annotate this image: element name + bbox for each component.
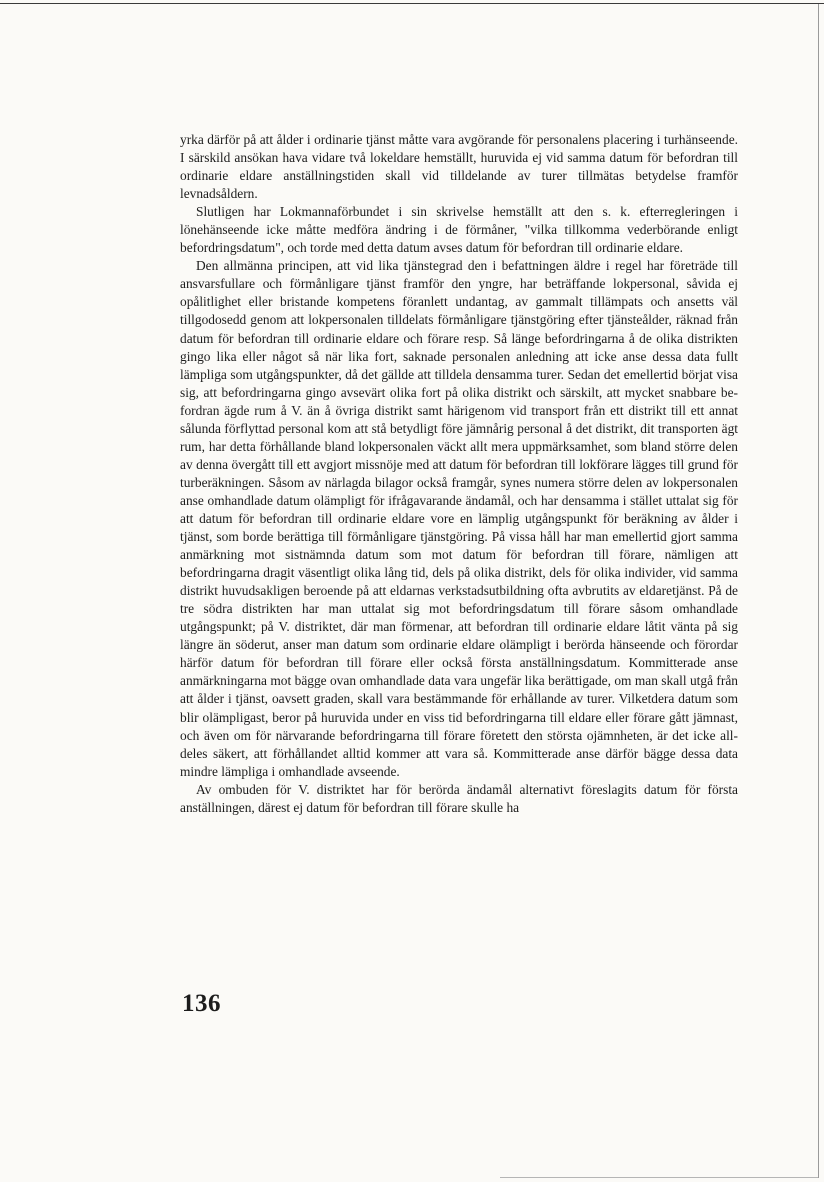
paragraph-allmanna-principen: Den allmänna principen, att vid lika tjänstegrad den i befattningen äldre i regel har företräde till ansvarsfullare och förmånligare tjänst framför den yngre, har beträffande lokpersonal, såvida ej opålitlighet eller bristande kompetens föranlett undantag, av gammalt tillämpats och ansetts väl tillgodosedd genom att lokpersonalen tilldelats förmånligare tjänstgöring efter tjänsteålder, räknad från datum för befordran till ordinarie eldare och förare resp. Så länge befordringarna å de olika distrikten gingo lika eller något så när lika fort, saknade personalen anledning att icke anse dessa data fullt lämpliga som utgångspunkter, då det gällde att tilldela densamma turer. Sedan det emellertid börjat visa sig, att befordringarna gingo avsevärt olika fort på olika distrikt och särskilt, att mycket snabbare befordran ägde rum å V. än å övriga distrikt samt härigenom vid transport från ett distrikt till ett annat sålunda förflyttad personal kom att stå betydligt före jämnårig personal å det distrikt, dit transporten ägt rum, har detta förhållande bland lokpersonalen väckt allt mera uppmärksamhet, som bland större delen av denna övergått till ett avgjort missnöje med att datum för befordran till lokförare lägges till grund för turberäkningen. Såsom av närlagda bilagor också framgår, synes numera större delen av lokpersonalen anse omhandlade datum olämpligt för ifrågavarande ändamål, och har densamma i stället uttalat sig för att datum för befordran till ordinarie eldare vore en lämplig utgångspunkt för beräkning av ålder i tjänst, som borde berättiga till förmånligare tjänstgöring. På vissa håll har man emellertid gjort samma anmärkning mot sistnämnda datum som mot datum för befordran till förare, nämligen att befordringarna dragit väsentligt olika lång tid, dels på olika distrikt, dels för olika individer, vid samma distrikt huvudsakligen beroende på att eldarnas verkstadsutbildning ofta avbrutits av eldaretjänst. På de tre södra distrikten har man uttalat sig mot befordringsdatum till förare såsom omhandlade utgångspunkt; på V. distriktet, där man förmenar, att befordran till ordinarie eldare låtit vänta på sig längre än söderut, anser man datum som ordinarie eldare olämpligt i berörda hänseende och förordar härför datum för befordran till förare eller också första anställningsdatum. Kommitterade anse anmärkningarna mot bägge ovan omhandlade data vara ungefär lika berättigade, om man skall utgå från att ålder i tjänst, oavsett graden, skall vara bestämmande för erhållande av turer. Vilketdera datum som blir olämpligast, beror på huruvida under en viss tid befordringarna till eldare eller förare gått jämnast, och även om för närvarande befordringarna till förare företett den största ojämnheten, är det icke alldeles säkert, att förhållandet alltid kommer att vara så. Kommitterade anse därför bägge dessa data mindre lämpliga i omhandlade avseende. bbox=[180, 258, 738, 779]
scan-edge-top bbox=[0, 3, 824, 4]
page-number: 136 bbox=[182, 990, 221, 1017]
scan-edge-right bbox=[818, 4, 819, 1178]
paragraph-turhanseende: yrka därför på att ålder i ordinarie tjänst måtte vara avgörande för personalens placering i turhänseende. I särskild ansökan hava vidare två lokeldare hemställt, huruvida ej vid samma datum för befordran till ordinarie eldare anställningstiden skall vid tilldelande av turer tillmätas betydelse framför levnadsåldern. bbox=[180, 132, 738, 202]
paragraph-ombuden: Av ombuden för V. distriktet har för berörda ändamål alternativt föreslagits datum för första anställningen, därest ej datum för befordran till förare skulle ha bbox=[180, 781, 738, 815]
paragraph-lokmannaforbundet: Slutligen har Lokmannaförbundet i sin skrivelse hemställt att den s. k. efterregleringen i lönehänseende icke måtte medföra ändring i de förmåner, "vilka tillkomma vederbörande enligt befordringsdatum", och torde med detta datum avses datum för befordran till ordinarie eldare. bbox=[180, 204, 738, 256]
page-body-text bbox=[180, 131, 738, 817]
scan-edge-bottom bbox=[500, 1177, 818, 1178]
